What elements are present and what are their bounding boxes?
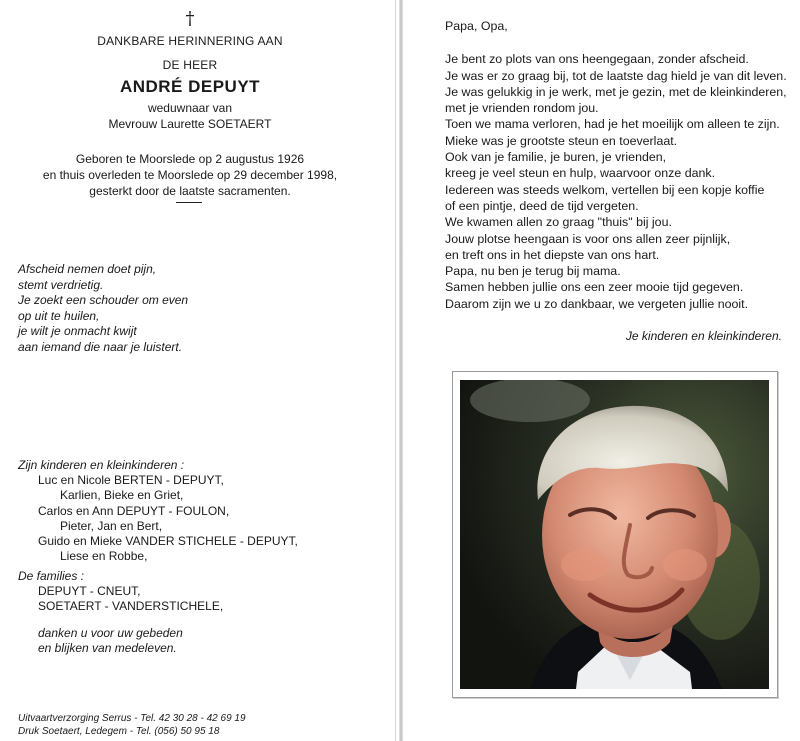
footer <box>18 712 246 738</box>
birth-line: Geboren te Moorslede op 2 augustus 1926 <box>75 152 305 166</box>
sacraments-line: gesterkt door de laatste sacramenten. <box>89 184 291 198</box>
printer-line: Druk Soetaert, Ledegem - Tel. (056) 50 95 18 <box>18 726 220 737</box>
letter-line: of een pintje, deed de tijd vergeten. <box>445 198 639 213</box>
grandchildren: Liese en Robbe, <box>60 549 148 564</box>
undertaker-line: Uitvaartverzorging Serrus - Tel. 42 30 28 - 42 69 19 <box>18 713 246 724</box>
poem-line: je wilt je onmacht kwijt <box>18 324 137 339</box>
letter-line: Je bent zo plots van ons heengegaan, zonder afscheid. <box>445 52 749 67</box>
families-heading: De families : <box>18 569 85 583</box>
families-list <box>18 569 223 615</box>
letter-line: en treft ons in het diepste van ons hart. <box>445 247 660 262</box>
letter-line: We kwamen allen zo graag "thuis" bij jou. <box>445 215 672 230</box>
marital-status: weduwnaar van <box>147 101 233 115</box>
child-family: Carlos en Ann DEPUYT - FOULON, <box>38 503 230 518</box>
grandchildren: Karlien, Bieke en Griet, <box>60 488 184 503</box>
thanks <box>38 626 183 657</box>
deceased-name: ANDRÉ DEPUYT <box>119 77 261 96</box>
letter <box>445 18 787 312</box>
family-row: SOETAERT - VANDERSTICHELE, <box>38 599 224 614</box>
poem-line: op uit te huilen, <box>18 308 100 323</box>
portrait-icon <box>460 380 769 689</box>
death-line: en thuis overleden te Moorslede op 29 december 1998, <box>42 168 338 182</box>
letter-line: Ook van je familie, je buren, je vrienden, <box>445 150 667 165</box>
letter-line: Daarom zijn we u zo dankbaar, we vergeten jullie nooit. <box>445 296 749 311</box>
letter-line: Iedereen was steeds welkom, vertellen bij een kopje koffie <box>445 182 765 197</box>
page-fold-shadow <box>395 0 396 741</box>
title-heading: DE HEER <box>162 58 218 72</box>
grandchildren: Pieter, Jan en Bert, <box>60 518 163 533</box>
remembrance-heading: DANKBARE HERINNERING AAN <box>97 34 283 48</box>
letter-signature: Je kinderen en kleinkinderen. <box>625 329 782 343</box>
letter-line: met je vrienden rondom jou. <box>445 101 599 116</box>
poem-line: stemt verdrietig. <box>18 277 104 292</box>
letter-line: Papa, nu ben je terug bij mama. <box>445 264 621 279</box>
letter-line: Je was er zo graag bij, tot de laatste dag hield je van dit leven. <box>445 68 787 83</box>
letter-line: Mieke was je grootste steun en toeverlaat. <box>445 133 678 148</box>
poem-line: aan iemand die naar je luistert. <box>18 339 183 354</box>
poem-line: Afscheid nemen doet pijn, <box>18 262 157 276</box>
child-family: Luc en Nicole BERTEN - DEPUYT, <box>38 473 224 488</box>
letter-line: Samen hebben jullie ons een zeer mooie tijd gegeven. <box>445 280 744 295</box>
spouse-name: Mevrouw Laurette SOETAERT <box>108 117 272 131</box>
letter-line: kreeg je veel steun en hulp, waarvoor onze dank. <box>445 166 716 181</box>
portrait-photo <box>460 380 769 689</box>
family-row: DEPUYT - CNEUT, <box>38 584 141 599</box>
letter-line: Toen we mama verloren, had je het moeilijk om alleen te zijn. <box>445 117 780 132</box>
children-heading: Zijn kinderen en kleinkinderen : <box>18 458 185 472</box>
letter-greeting: Papa, Opa, <box>445 19 508 33</box>
cross-icon: † <box>185 8 195 29</box>
thanks-line: danken u voor uw gebeden <box>38 626 183 640</box>
poem-line: Je zoekt een schouder om even <box>18 293 189 308</box>
children-list <box>18 458 298 564</box>
divider <box>176 202 202 203</box>
child-family: Guido en Mieke VANDER STICHELE - DEPUYT, <box>38 534 298 549</box>
poem <box>18 262 188 356</box>
page-fold <box>399 0 403 741</box>
letter-line: Jouw plotse heengaan is voor ons allen zeer pijnlijk, <box>445 231 731 246</box>
letter-line: Je was gelukkig in je werk, met je gezin, met de kleinkinderen, <box>445 84 787 99</box>
thanks-line: en blijken van medeleven. <box>38 641 177 656</box>
